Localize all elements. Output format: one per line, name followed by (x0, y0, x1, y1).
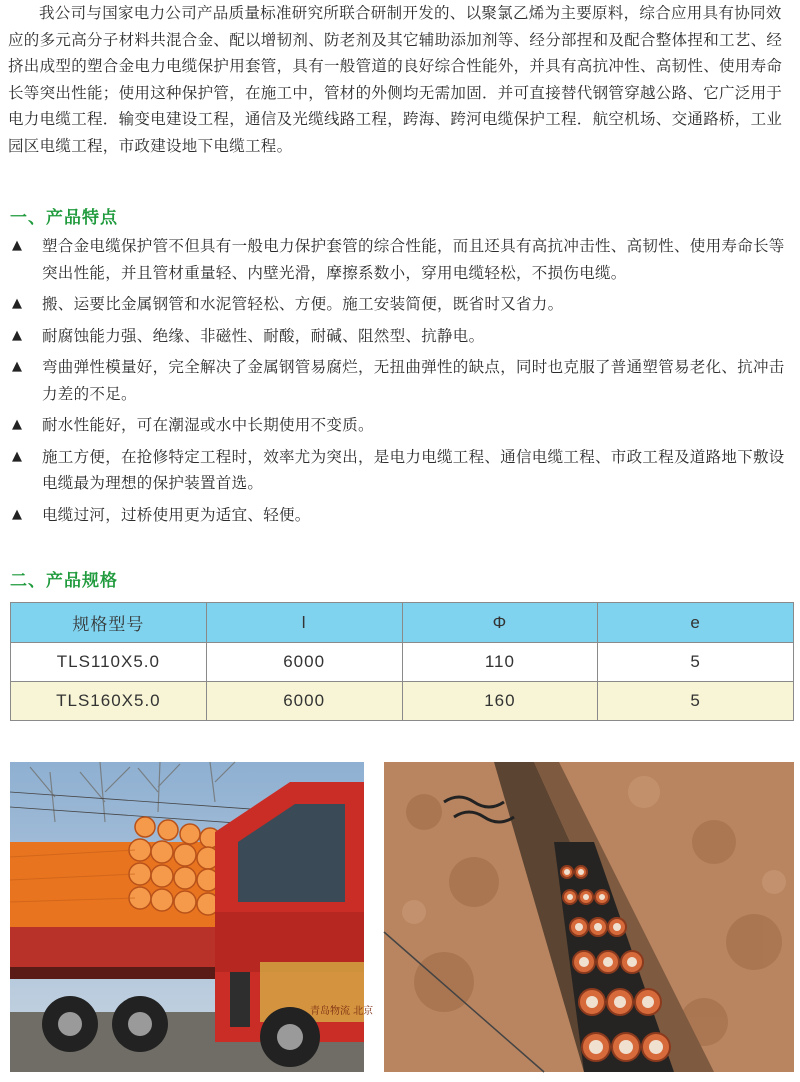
cell-model: TLS110X5.0 (11, 643, 207, 682)
header-length: l (206, 603, 402, 643)
cell-thickness: 5 (598, 682, 794, 721)
truck-pipes-photo (10, 762, 374, 1072)
cell-thickness: 5 (598, 643, 794, 682)
triangle-bullet-icon: ▲ (12, 238, 23, 253)
intro-paragraph: 我公司与国家电力公司产品质量标准研究所联合研制开发的、以聚氯乙烯为主要原料，综合应用具有协同效应的多元高分子材料共混合金、配以增韧剂、防老剂及其它辅助添加剂等、经分部捏和及配合整体捏和工艺、经挤出成型的塑合金电力电缆保护用套管，具有一般管道的良好综合性能外，并具有高抗冲性、高韧性、使用寿命长等突出性能；使用这种保护管，在施工中，管材的外侧均无需加固．并可直接替代钢管穿越公路、它广泛用于电力电缆工程．输变电建设工程，通信及光缆线路工程，跨海、跨河电缆保护工程．航空机场、交通路桥，工业园区电缆工程，市政建设地下电缆工程。 (8, 4, 783, 155)
cell-length: 6000 (206, 643, 402, 682)
triangle-bullet-icon: ▲ (12, 327, 23, 343)
list-item: ▲ 搬、运要比金属钢管和水泥管轻松、方便。施工安装简便，既省时又省力。 (10, 291, 790, 318)
list-item: ▲ 弯曲弹性模量好，完全解决了金属钢管易腐烂，无扭曲弹性的缺点，同时也克服了普通塑管易老化、抗冲击力差的不足。 (10, 354, 790, 407)
list-item: ▲ 施工方便，在抢修特定工程时，效率尤为突出，是电力电缆工程、通信电缆工程、市政工程及道路地下敷设电缆最为理想的保护装置首选。 (10, 444, 790, 497)
cell-diameter: 110 (402, 643, 598, 682)
spec-table (10, 602, 794, 721)
triangle-bullet-icon: ▲ (12, 359, 23, 374)
header-model: 规格型号 (11, 603, 207, 643)
triangle-bullet-icon: ▲ (12, 417, 23, 432)
table-row (11, 682, 794, 721)
cell-model: TLS160X5.0 (11, 682, 207, 721)
list-item: ▲ 塑合金电缆保护管不但具有一般电力保护套管的综合性能，而且还具有高抗冲击性、高韧性、使用寿命长等突出性能，并且管材重量轻、内壁光滑，摩擦系数小，穿用电缆轻松，不损伤电缆。 (10, 233, 790, 286)
list-item: ▲ 耐腐蚀能力强、绝缘、非磁性、耐酸，耐碱、阻然型、抗静电。 (10, 323, 790, 350)
feature-list (10, 233, 790, 533)
truck-side-text: 青岛物流 北京 (310, 1006, 374, 1017)
table-header-row (11, 603, 794, 643)
truck-illustration (10, 762, 374, 1072)
list-item: ▲ 电缆过河，过桥使用更为适宜、轻便。 (10, 502, 790, 529)
header-thickness: e (598, 603, 794, 643)
cell-length: 6000 (206, 682, 402, 721)
triangle-bullet-icon: ▲ (12, 296, 23, 311)
header-diameter: Φ (402, 603, 598, 643)
section-title-features: 一、产品特点 (10, 208, 118, 228)
trench-pipes-photo (384, 762, 794, 1072)
trench-illustration (384, 762, 794, 1072)
triangle-bullet-icon: ▲ (12, 506, 23, 522)
list-item: ▲ 耐水性能好，可在潮湿或水中长期使用不变质。 (10, 412, 790, 439)
table-row (11, 643, 794, 682)
section-title-specs: 二、产品规格 (10, 571, 118, 591)
cell-diameter: 160 (402, 682, 598, 721)
triangle-bullet-icon: ▲ (12, 448, 23, 464)
